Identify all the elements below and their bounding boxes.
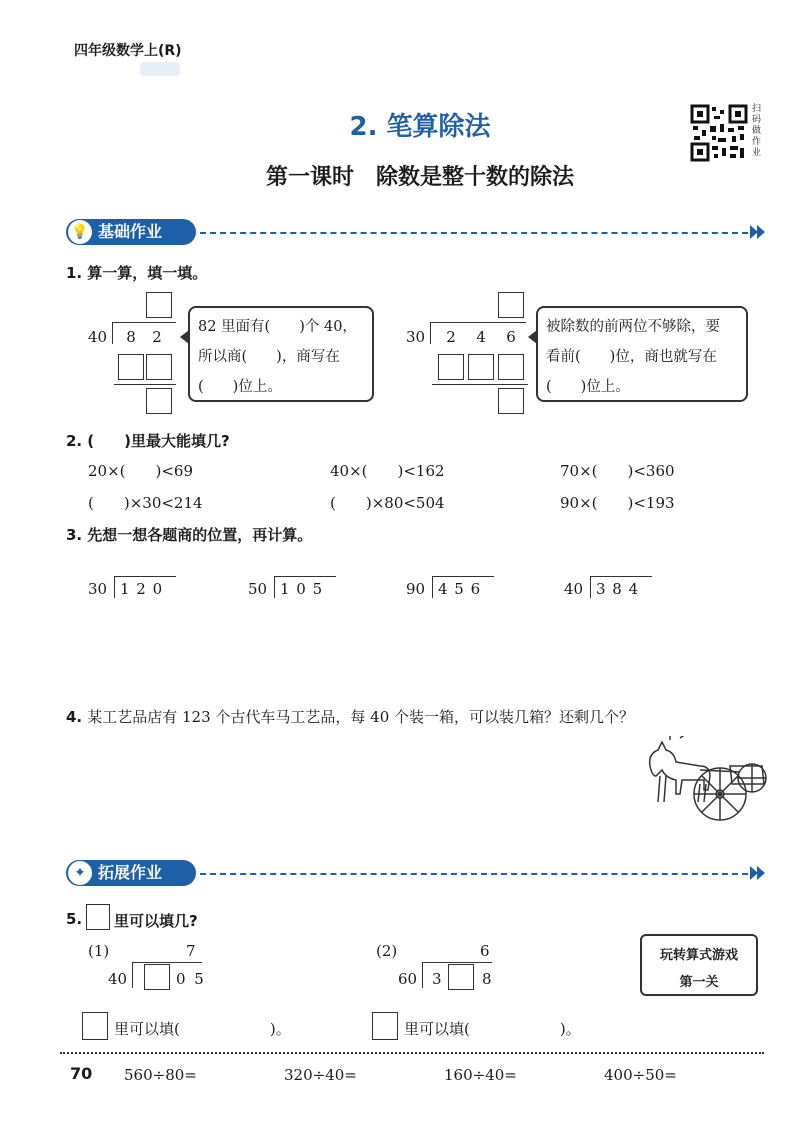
extended-homework-label: 拓展作业	[98, 863, 163, 882]
q1a-divisor: 40	[88, 328, 108, 346]
q5b-lead-digit: 3	[432, 970, 442, 988]
extended-banner-divider	[200, 873, 748, 875]
q1b-product-box-3[interactable]	[498, 354, 524, 380]
q2-item-2[interactable]: 40×( )<162	[330, 462, 445, 480]
q1b-product-box-2[interactable]	[468, 354, 494, 380]
q1a-remainder-box[interactable]	[146, 388, 172, 414]
q5a-answer-box-icon	[82, 1012, 108, 1040]
q3-bracket-top	[114, 576, 176, 577]
basic-banner-arrow-icon-2	[757, 225, 765, 239]
q1a-bracket-side	[112, 322, 113, 344]
q3-dividend: 3 8 4	[596, 580, 640, 598]
q2-text: ( )里最大能填几?	[87, 432, 230, 450]
q1a-dividend-digit-2: 2	[152, 328, 162, 346]
q3-dividend: 1 0 5	[280, 580, 324, 598]
q1-text: 算一算，填一填。	[87, 264, 208, 282]
q3-bracket-side	[432, 576, 433, 598]
header-smudge	[140, 62, 180, 76]
q4-heading	[66, 706, 746, 727]
footer-dotted-divider	[60, 1052, 764, 1054]
q1b-hint-line-3: ( )位上。	[546, 379, 630, 395]
extended-banner-arrow-icon-2	[757, 866, 765, 880]
game-level: 第一关	[679, 975, 719, 990]
q5a-tag: (1)	[88, 942, 110, 960]
q1a-bracket-top	[112, 322, 176, 323]
extended-homework-banner	[66, 860, 196, 886]
q3-text: 先想一想各题商的位置，再计算。	[87, 526, 313, 544]
q1b-hint-line-2: 看前( )位，商也就写在	[546, 349, 717, 365]
basic-banner-divider	[200, 232, 748, 234]
q1a-hint-pointer	[180, 330, 189, 344]
game-box	[640, 934, 758, 996]
q1b-hint-pointer	[528, 330, 537, 344]
q3-bracket-top	[274, 576, 336, 577]
q5b-divisor: 60	[398, 970, 418, 988]
q3-divisor: 30	[88, 580, 108, 598]
q1b-hint-box	[536, 306, 748, 402]
q5a-bracket-side	[132, 962, 133, 988]
q1b-dividend-digit-3: 6	[506, 328, 516, 346]
q5b-tail-digit: 8	[482, 970, 492, 988]
q3-divisor: 90	[406, 580, 426, 598]
basic-homework-label: 基础作业	[98, 222, 163, 241]
q1a-dividend-digit-1: 8	[126, 328, 136, 346]
lesson-title: 第一课时 除数是整十数的除法	[265, 165, 574, 190]
book-label: 四年级数学上(R)	[74, 43, 182, 59]
q1a-subtract-line	[114, 384, 176, 385]
lightbulb-icon: 💡	[68, 220, 92, 244]
q4-number: 4.	[66, 708, 83, 726]
q5a-divisor: 40	[108, 970, 128, 988]
q5a-fill-text[interactable]: 里可以填( )。	[114, 1020, 291, 1038]
q2-number: 2.	[66, 432, 83, 450]
basic-homework-banner	[66, 219, 196, 245]
q1a-hint-box	[188, 306, 374, 402]
footer-item-2[interactable]: 320÷40=	[284, 1066, 357, 1084]
q2-item-1[interactable]: 20×( )<69	[88, 462, 194, 480]
q5b-digit-box[interactable]	[448, 964, 474, 990]
horse-cart-illustration	[640, 736, 770, 832]
q5b-bracket-top	[422, 962, 492, 963]
q3-division-4[interactable]	[564, 576, 654, 602]
q5a-quotient: 7	[186, 942, 196, 960]
q1b-remainder-box[interactable]	[498, 388, 524, 414]
q3-divisor: 50	[248, 580, 268, 598]
q5b-quotient: 6	[480, 942, 490, 960]
q5b-answer-box-icon	[372, 1012, 398, 1040]
q2-item-6[interactable]: 90×( )<193	[560, 494, 675, 512]
q5b-tag: (2)	[376, 942, 398, 960]
q5-blank-box	[86, 904, 110, 930]
rocket-icon: ✦	[68, 861, 92, 885]
q3-bracket-side	[590, 576, 591, 598]
q1b-divisor: 30	[406, 328, 426, 346]
q1b-bracket-top	[430, 322, 526, 323]
q3-bracket-top	[590, 576, 652, 577]
q3-bracket-top	[432, 576, 494, 577]
q5-text: 里可以填几?	[114, 912, 198, 930]
qr-code[interactable]	[690, 104, 748, 162]
page-number: 70	[70, 1064, 93, 1083]
q4-text: 某工艺品店有 123 个古代车马工艺品，每 40 个装一箱，可以装几箱？还剩几个？	[87, 708, 635, 726]
q5-number: 5.	[66, 910, 83, 928]
q3-dividend: 4 5 6	[438, 580, 482, 598]
q3-bracket-side	[114, 576, 115, 598]
q2-item-4[interactable]: ( )×30<214	[88, 494, 203, 512]
q5a-bracket-top	[132, 962, 202, 963]
q3-divisor: 40	[564, 580, 584, 598]
q3-number: 3.	[66, 526, 83, 544]
q5b-bracket-side	[422, 962, 423, 988]
q1b-dividend-digit-2: 4	[476, 328, 486, 346]
q1a-product-box-1[interactable]	[118, 354, 144, 380]
q3-dividend: 1 2 0	[120, 580, 164, 598]
footer-item-1[interactable]: 560÷80=	[124, 1066, 197, 1084]
q1b-bracket-side	[430, 322, 431, 344]
q1b-dividend-digit-1: 2	[446, 328, 456, 346]
q3-heading	[66, 524, 312, 545]
q3-division-3[interactable]	[406, 576, 496, 602]
q1-number: 1.	[66, 264, 83, 282]
q2-item-5[interactable]: ( )×80<504	[330, 494, 445, 512]
q1a-quotient-box[interactable]	[146, 292, 172, 318]
q5a-tail-digits: 0 5	[176, 970, 206, 988]
q1a-hint-line-3: ( )位上。	[198, 379, 282, 395]
q1a-product-box-2[interactable]	[146, 354, 172, 380]
q1a-hint-line-1: 82 里面有( )个 40，	[198, 319, 357, 335]
q5a-digit-box[interactable]	[144, 964, 170, 990]
q1b-product-box-1[interactable]	[438, 354, 464, 380]
footer-item-3[interactable]: 160÷40=	[444, 1066, 517, 1084]
q2-heading	[66, 430, 230, 451]
q1b-quotient-box[interactable]	[498, 292, 524, 318]
q1-heading	[66, 262, 207, 283]
q3-division-1[interactable]	[88, 576, 178, 602]
q2-item-3[interactable]: 70×( )<360	[560, 462, 675, 480]
q5b-fill-text[interactable]: 里可以填( )。	[404, 1020, 581, 1038]
qr-side-text: 扫码做作业	[752, 104, 762, 158]
q1a-hint-line-2: 所以商( )，商写在	[198, 349, 340, 365]
q3-division-2[interactable]	[248, 576, 338, 602]
game-title: 玩转算式游戏	[659, 948, 738, 963]
q3-bracket-side	[274, 576, 275, 598]
footer-item-4[interactable]: 400÷50=	[604, 1066, 677, 1084]
q1b-subtract-line	[432, 384, 528, 385]
chapter-title: 2. 笔算除法	[349, 112, 491, 142]
q1b-hint-line-1: 被除数的前两位不够除，要	[546, 319, 720, 335]
